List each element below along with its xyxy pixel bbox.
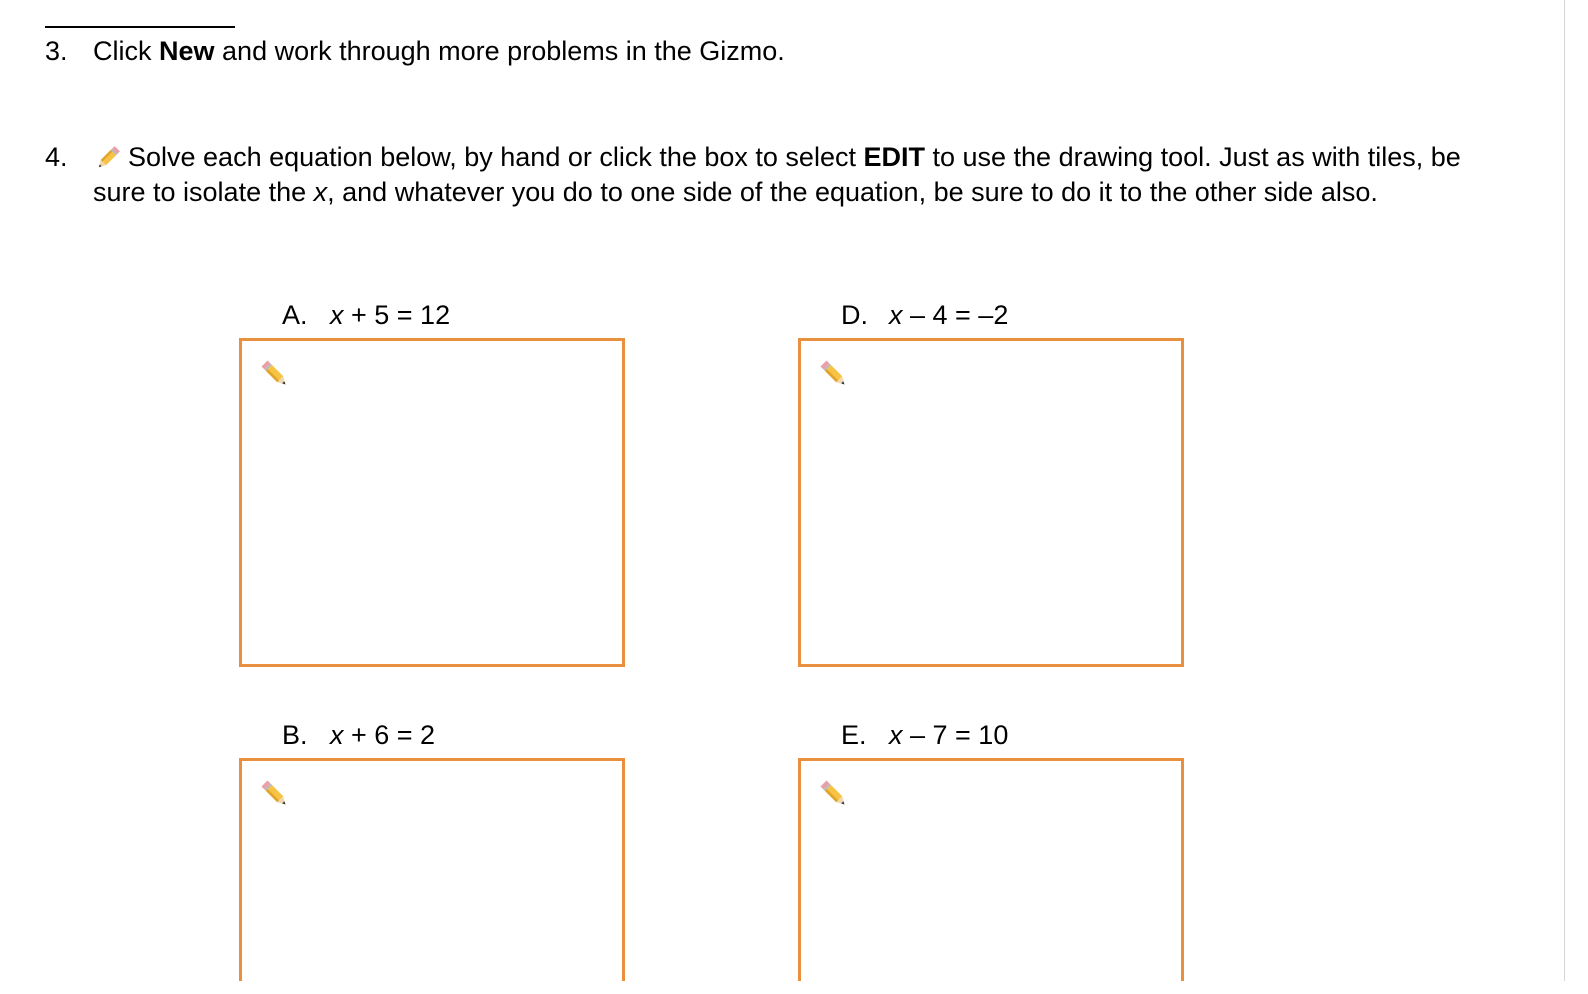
top-rule [45,26,235,28]
edit-keyword: EDIT [863,142,925,172]
equation-e-label: E. x – 7 = 10 [841,720,1009,750]
pencil-icon[interactable] [258,777,292,811]
pencil-icon[interactable] [817,357,851,391]
equation-b-label: B. x + 6 = 2 [282,720,436,750]
page-edge [1564,0,1565,981]
new-keyword: New [159,36,215,66]
pencil-icon[interactable] [817,777,851,811]
answer-box-b[interactable] [239,758,625,981]
answer-box-a[interactable] [239,338,625,667]
question-4-number: 4. [45,142,68,172]
pencil-icon[interactable] [258,357,292,391]
question-3-number: 3. [45,36,68,66]
equation-d-label: D. x – 4 = –2 [841,300,1009,330]
question-4-text: Solve each equation below, by hand or click the box to select EDIT to use the drawing tool. Just as with tiles, be sure to isolate the x, and whatever you do to one side of the equation, be sure to do it to the other side also. [93,142,1461,207]
page-bottom-margin [0,981,1588,994]
answer-box-e[interactable] [798,758,1184,981]
answer-box-d[interactable] [798,338,1184,667]
question-3-text: Click New and work through more problems in the Gizmo. [93,36,785,66]
equation-a-label: A. x + 5 = 12 [282,300,451,330]
